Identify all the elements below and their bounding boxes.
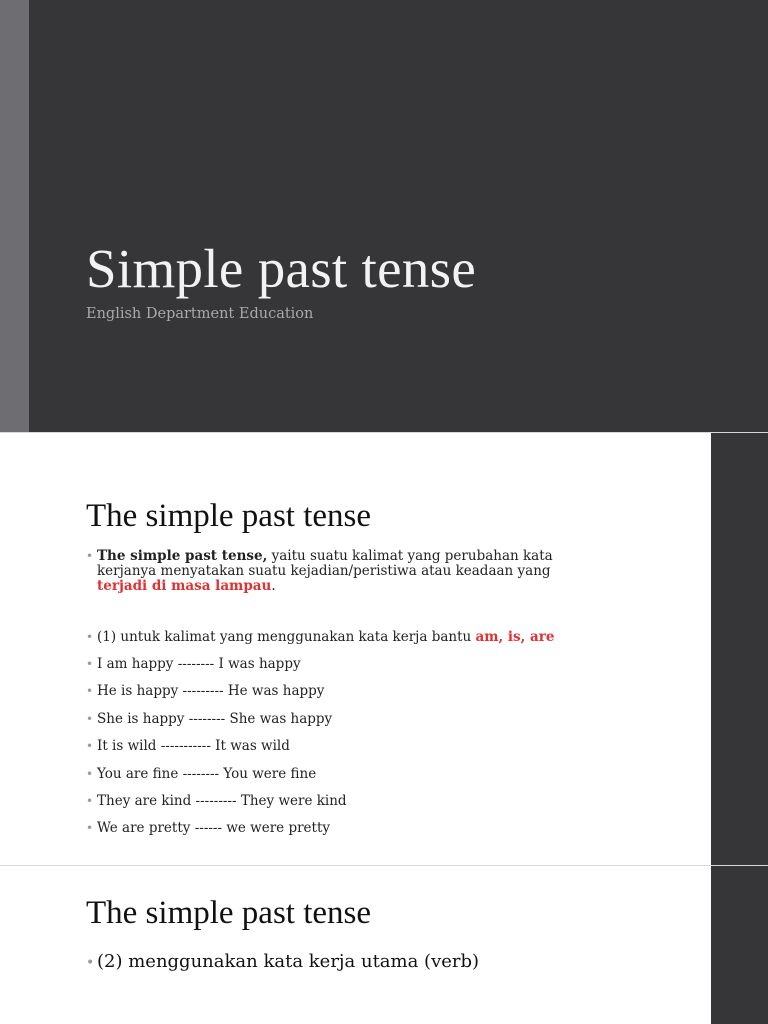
bullet-icon: • (86, 739, 94, 754)
right-accent-bar (711, 866, 768, 1024)
definition-line-1 (86, 549, 611, 564)
title-slide (0, 0, 768, 432)
definition-highlight: terjadi di masa lampau (97, 578, 272, 594)
definition-end: . (271, 578, 276, 594)
list-item (86, 682, 324, 700)
bullet-icon: • (86, 711, 94, 726)
list-item-text: You are fine -------- You were fine (97, 765, 317, 782)
definition-line-3 (86, 579, 611, 594)
definition-term: The simple past tense, (97, 548, 268, 564)
list-item (86, 819, 330, 837)
definition-paragraph (86, 549, 611, 594)
list-item-text: They are kind --------- They were kind (97, 793, 347, 809)
content-slide (0, 433, 768, 865)
list-item-text: (2) menggunakan kata kerja utama (verb) (97, 951, 480, 972)
slide-title: Simple past tense (86, 238, 477, 299)
rule-item (86, 628, 555, 646)
rule-text: (1) untuk kalimat yang menggunakan kata kerja bantu (97, 629, 476, 645)
bullet-icon: • (86, 766, 94, 781)
list-item-text: It is wild ----------- It was wild (97, 738, 290, 755)
bullet-icon: • (86, 684, 94, 699)
list-item-text: I am happy -------- I was happy (97, 656, 301, 672)
bullet-icon: • (86, 955, 95, 971)
list-item-text: He is happy --------- He was happy (97, 683, 325, 700)
slide-heading: The simple past tense (86, 498, 372, 534)
right-accent-bar (711, 433, 768, 865)
bullet-icon: • (86, 630, 94, 644)
list-item (86, 765, 316, 783)
list-item (86, 737, 290, 755)
bullet-icon: • (86, 657, 94, 671)
list-item (86, 655, 301, 673)
bullet-icon: • (86, 794, 94, 808)
list-item-text: We are pretty ------ we were pretty (97, 820, 331, 837)
rule-highlight: am, is, are (475, 629, 555, 645)
definition-text: yaitu suatu kalimat yang perubahan kata (267, 548, 553, 564)
list-item (86, 792, 347, 810)
content-slide (0, 866, 768, 1024)
list-item (86, 950, 479, 975)
bullet-icon: • (86, 549, 94, 563)
list-item (86, 710, 332, 728)
definition-line-2: kerjanya menyatakan suatu kejadian/peristiwa atau keadaan yang (97, 563, 551, 579)
slide-subtitle: English Department Education (86, 306, 314, 322)
list-item-text: She is happy -------- She was happy (97, 710, 333, 727)
left-accent-bar (0, 0, 29, 432)
bullet-icon: • (86, 821, 94, 836)
slide-heading: The simple past tense (86, 895, 372, 931)
